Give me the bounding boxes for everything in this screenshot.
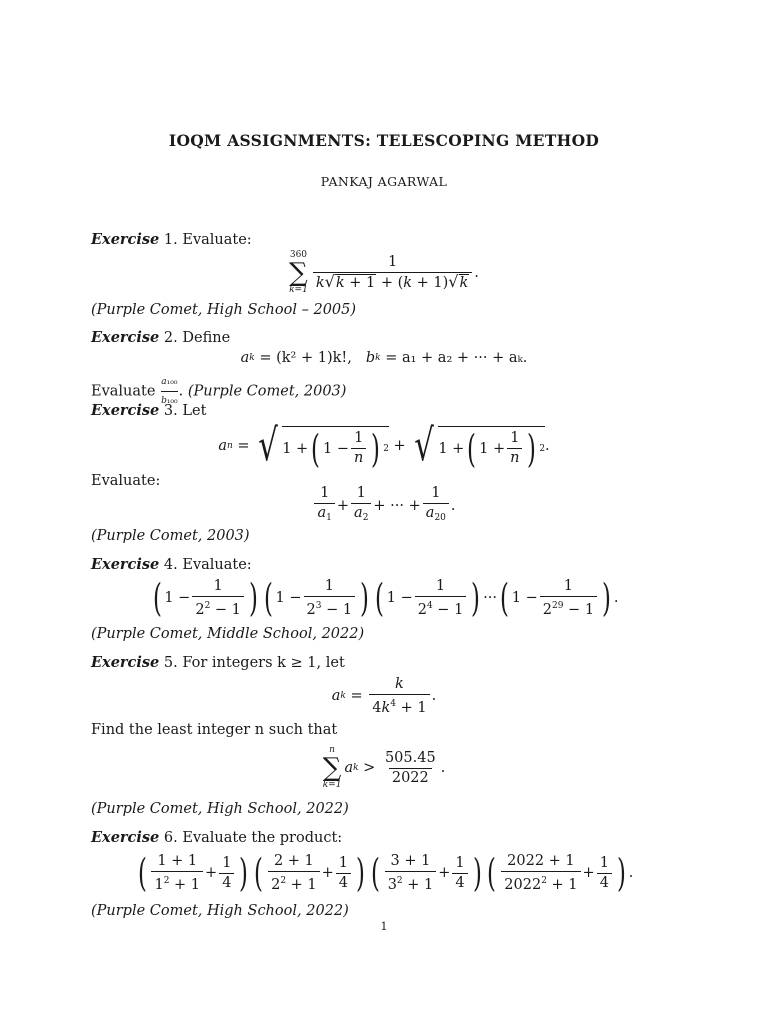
- exercise-number: 1: [163, 232, 174, 248]
- exercise-3-evaluate-text: Evaluate:: [91, 473, 161, 489]
- exercise-3-sum: $\frac{1}{a_1}$ + $\frac{1}{a_2}$ + ··· + $\frac{1}{a_{20}}$ .: [0, 484, 768, 528]
- exercise-4-source: (Purple Comet, Middle School, 2022): [91, 626, 365, 642]
- exercise-1-heading: [91, 231, 252, 249]
- exercise-2-source: (Purple Comet, 2003): [187, 383, 347, 400]
- exercise-5-inequality: n ∑ k=1 a k > $\frac{505.45}{2022}$ .: [322, 745, 446, 790]
- exercise-intro: . Evaluate:: [173, 232, 252, 248]
- exercise-5-heading: [91, 654, 345, 672]
- exercise-number: 6: [163, 830, 174, 846]
- exercise-number: 3: [163, 403, 174, 419]
- exercise-1-source: (Purple Comet, High School – 2005): [91, 302, 357, 318]
- exercise-label: Exercise: [91, 556, 160, 573]
- exercise-6-product: ( $\frac{1 + 1}{1^2 + 1}$ + $\frac{1}{4}$ ) ( $\frac{2 + 1}{2^2 + 1}$ + $\frac{1}{4}$ ) ( $\frac{3 + 1}{3^2 + 1}$ + $\frac{1}{4}$ ) ( $\frac{2022 + 1}{2022^2 + 1}$ + $\frac{1}{4}$ ) .: [137, 851, 634, 895]
- exercise-5-find-text: Find the least integer n such that: [91, 722, 338, 738]
- exercise-label: Exercise: [91, 402, 160, 419]
- exercise-5-source: (Purple Comet, High School, 2022): [91, 801, 349, 817]
- exercise-label: Exercise: [91, 329, 160, 346]
- last-factor-base: 2022: [504, 876, 542, 893]
- summation: 360 ∑ k=1: [289, 250, 308, 295]
- exercise-3-formula: a n = √ 1 + ( 1 − $\frac{1}{n}$ ) 2 + √ 1 + ( 1 + $\frac{1}{n}$ ) 2 .: [218, 420, 550, 471]
- a-definition: = (k² + 1)k!,: [259, 350, 352, 366]
- b-definition: = a₁ + a₂ + ··· + aₖ.: [385, 350, 528, 366]
- exercise-5-definition: a k = $\frac{k}{4k^4 + 1}$ .: [331, 675, 437, 716]
- exercise-6-source: (Purple Comet, High School, 2022): [91, 903, 349, 919]
- sum-upper: 360: [289, 250, 308, 260]
- exercise-1-formula: 360 ∑ k=1 1 k √ k + 1 + (k + 1) √ k .: [289, 250, 479, 295]
- exercise-number: 2: [163, 330, 174, 346]
- exercise-4-heading: [91, 556, 252, 574]
- exercise-3-source: (Purple Comet, 2003): [91, 528, 250, 544]
- exercise-2-formula: a k = (k² + 1)k!, b k = a₁ + a₂ + ··· + aₖ.: [240, 350, 528, 366]
- exercise-4-product: ( 1 − $\frac{1}{2^2 - 1}$ ) ( 1 − $\frac{1}{2^3 - 1}$ ) ( 1 − $\frac{1}{2^4 - 1}$ ) ··· ( 1 − $\frac{1}{2^{29} - 1}$ ) .: [152, 576, 619, 620]
- evaluate-text: Evaluate: [91, 383, 156, 400]
- exercise-label: Exercise: [91, 829, 160, 846]
- document-title: IOQM ASSIGNMENTS: TELESCOPING METHOD: [168, 131, 600, 150]
- exercise-number: 4: [163, 557, 174, 573]
- exercise-intro: . Evaluate:: [173, 557, 252, 573]
- document-author: PANKAJ AGARWAL: [320, 174, 448, 189]
- exercise-number: 5: [163, 655, 174, 671]
- exercise-2-evaluate-line: Evaluate $\frac{\text{a₁₀₀}}{\text{b₁₀₀}}$ . (Purple Comet, 2003): [91, 373, 346, 410]
- fraction: 1 k √ k + 1 + (k + 1) √ k: [313, 254, 472, 292]
- fraction-numerator: 1: [387, 254, 398, 270]
- exercise-intro: . For integers k ≥ 1, let: [173, 655, 345, 671]
- exercise-label: Exercise: [91, 231, 160, 248]
- exercise-intro: . Let: [173, 403, 207, 419]
- exercise-label: Exercise: [91, 654, 160, 671]
- exercise-6-heading: [91, 829, 342, 847]
- exercise-2-heading: [91, 329, 230, 347]
- inequality-denominator: 2022: [389, 768, 432, 787]
- exercise-intro: . Evaluate the product:: [173, 830, 343, 846]
- last-factor-numerator: 2022 + 1: [507, 852, 575, 869]
- inequality-numerator: 505.45: [384, 749, 436, 766]
- exercise-intro: . Define: [173, 330, 231, 346]
- sum-lower: k=1: [289, 285, 308, 295]
- page-number: 1: [380, 920, 388, 933]
